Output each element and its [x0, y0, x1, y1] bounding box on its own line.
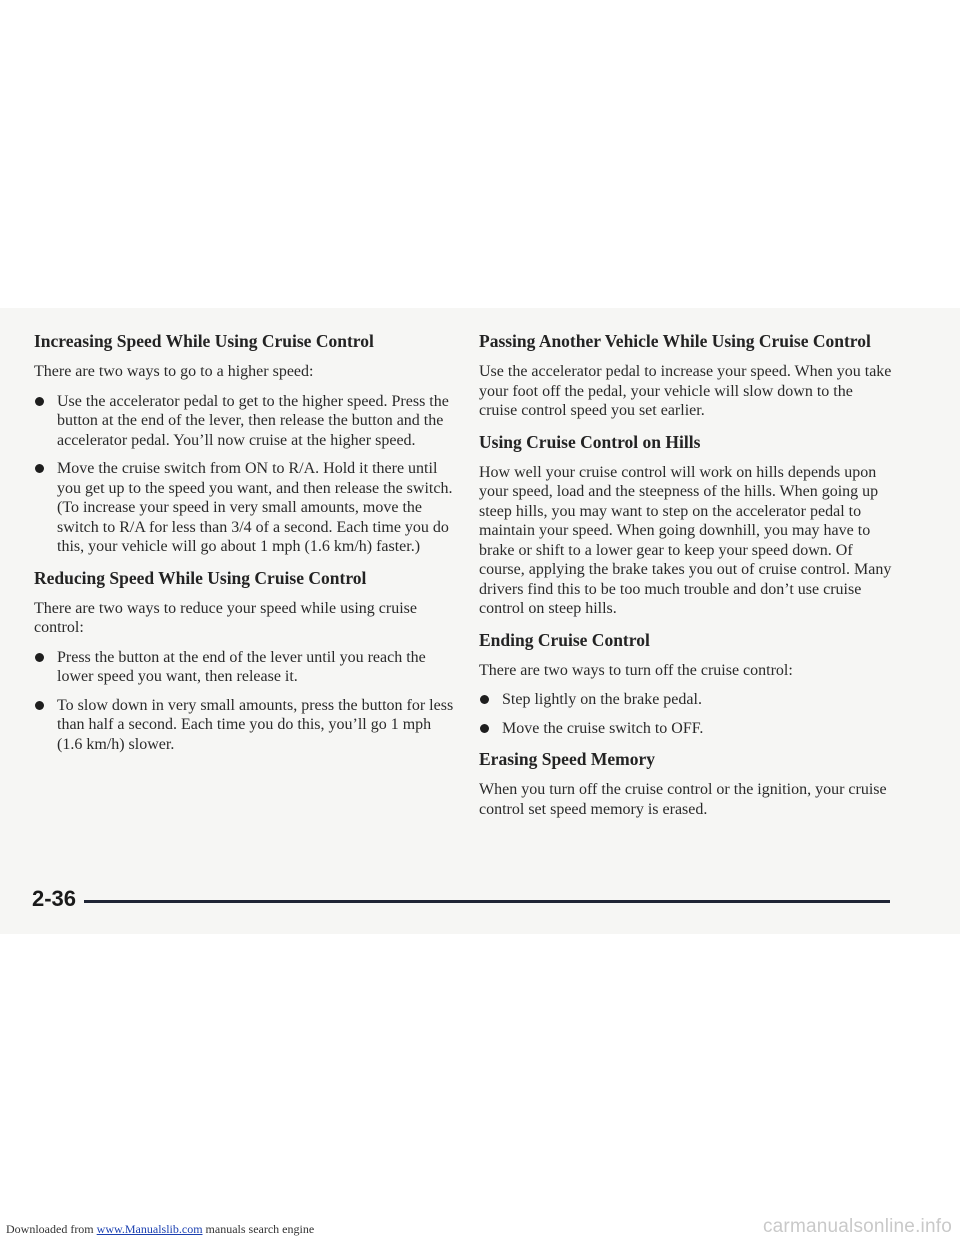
- left-column: [34, 330, 454, 764]
- section-intro: There are two ways to turn off the cruise control:: [479, 661, 793, 679]
- bullet-list: [34, 648, 454, 755]
- list-item: Press the button at the end of the lever until you reach the lower speed you want, then release it.: [34, 648, 454, 687]
- section-increasing-speed: [34, 330, 454, 557]
- download-banner: [6, 1222, 314, 1237]
- section-intro: There are two ways to go to a higher speed:: [34, 363, 314, 380]
- section-heading: Ending Cruise Control: [479, 629, 650, 650]
- manualslib-link[interactable]: www.Manualslib.com: [96, 1222, 203, 1236]
- bullet-icon: [35, 464, 44, 473]
- bullet-list: [34, 392, 454, 557]
- bullet-icon: [35, 701, 44, 710]
- bullet-list: [479, 690, 894, 738]
- section-heading: Passing Another Vehicle While Using Cruise Control: [479, 331, 871, 351]
- section-ending: [479, 629, 894, 739]
- list-item: Step lightly on the brake pedal.: [479, 690, 894, 710]
- download-prefix: Downloaded from: [6, 1222, 94, 1236]
- watermark-text: carmanualsonline.info: [762, 1216, 952, 1237]
- section-heading: Erasing Speed Memory: [479, 749, 655, 769]
- section-erasing: [479, 748, 894, 819]
- bullet-icon: [480, 695, 489, 704]
- section-heading: Using Cruise Control on Hills: [479, 431, 701, 452]
- section-reducing-speed: [34, 567, 454, 755]
- list-item: Use the accelerator pedal to get to the higher speed. Press the button at the end of the lever, then release the button and the accelerator pedal. You’ll now cruise at the higher speed.: [34, 392, 454, 451]
- list-item: To slow down in very small amounts, press the button for less than half a second. Each time you do this, you’ll go 1 mph (1.6 km/h) slower.: [34, 696, 454, 755]
- download-suffix: manuals search engine: [205, 1222, 315, 1236]
- footer-rule: [84, 900, 890, 903]
- section-body: How well your cruise control will work on hills depends upon your speed, load and the steepness of the hills. When going up steep hills, you may want to step on the accelerator pedal to maintain your speed. When going downhill, you may have to brake or shift to a lower gear to keep your speed down. Of course, applying the brake takes you out of cruise control. Many drivers find this to be too much trouble and don’t use cruise control on steep hills.: [479, 463, 892, 617]
- page-number: 2-36: [32, 886, 77, 911]
- section-passing: [479, 330, 894, 421]
- right-column: [479, 330, 894, 829]
- bullet-icon: [35, 653, 44, 662]
- section-intro: There are two ways to reduce your speed while using cruise control:: [34, 599, 417, 636]
- bullet-icon: [480, 724, 489, 733]
- list-item: Move the cruise switch to OFF.: [479, 719, 894, 739]
- bullet-icon: [35, 397, 44, 406]
- section-body: Use the accelerator pedal to increase your speed. When you take your foot off the pedal, your vehicle will slow down to the cruise control speed you set earlier.: [479, 363, 892, 419]
- section-heading: Increasing Speed While Using Cruise Control: [34, 331, 374, 351]
- section-hills: [479, 431, 894, 619]
- list-item: Move the cruise switch from ON to R/A. Hold it there until you get up to the speed you want, and then release the switch. (To increase your speed in very small amounts, move the switch to R/A for less than 3/4 of a second. Each time you do this, your vehicle will go about 1 mph (1.6 km/h) faster.): [34, 459, 454, 557]
- section-body: When you turn off the cruise control or the ignition, your cruise control set speed memory is erased.: [479, 781, 887, 818]
- section-heading: Reducing Speed While Using Cruise Control: [34, 567, 367, 588]
